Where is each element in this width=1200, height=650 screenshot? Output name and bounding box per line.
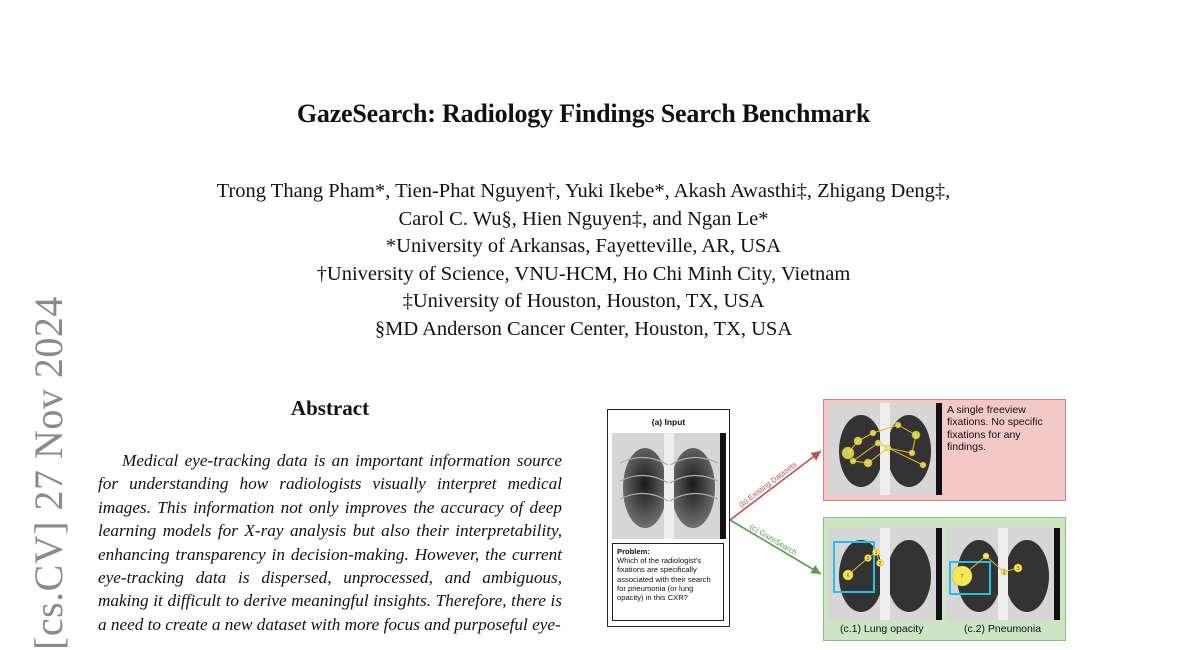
fixation-point [909,450,915,456]
author-block [0,178,1167,343]
caption-pneumonia: (c.2) Pneumonia [964,623,1042,635]
figure-overview [600,396,1080,648]
author-line-1: Trong Thang Pham*, Tien-Phat Nguyen†, Yuki Ikebe*, Akash Awasthi‡, Zhigang Deng‡, [216,180,951,202]
fixation-point [920,462,926,468]
fixation-point [885,445,891,451]
abstract-text: Medical eye-tracking data is an important information source for understanding how radiologists visually interpret medical images. This information not only improves the accuracy of deep learning models for X-ray analysis but also their interpretability, enhancing transparency in decision-making. However, the current eye-tracking data is dispersed, unprocessed, and ambiguous, making it difficult to derive meaningful insights. Therefore, there is a need to create a new dataset with more focus and purposeful eye- [98,451,562,634]
gazesearch-panel [823,517,1066,641]
arrow-label-gazesearch: (c) GazeSearch [748,522,799,558]
abstract-heading: Abstract [290,396,370,420]
xray-lung-opacity-image [828,528,942,620]
fixation-point [870,430,876,436]
fixation-point [864,459,872,467]
fixation-point [854,437,862,445]
fixation-point [842,447,854,459]
existing-datasets-note: A single freeview fixations. No specific fixations for any findings. [947,404,1043,453]
paper-title: GazeSearch: Radiology Findings Search Benchmark [296,99,871,128]
arrow-label-existing: (b) Existing Datasets [737,459,799,510]
fixation-label: 3 [1016,566,1020,572]
author-line-2: Carol C. Wu§, Hien Nguyen‡, and Ngan Le* [398,207,769,230]
fixation-label: 2 [878,561,882,567]
fixation-point [895,422,901,428]
caption-lung-opacity: (c.1) Lung opacity [840,623,924,635]
problem-text: Which of the radiologist's fixations are specifically associated with their search for pneumonia (or lung opacity) in this CXR? [617,556,711,603]
fixation-label: 6 [846,573,850,579]
affiliation-science: †University of Science, VNU-HCM, Ho Chi Minh City, Vietnam [316,262,851,285]
chest-xray-image [612,433,726,539]
arxiv-stamp: [cs.CV] 27 Nov 2024 [26,296,71,650]
input-label: (a) Input [651,417,686,427]
problem-box [612,543,724,621]
fixation-label: 1 [1002,570,1006,576]
xray-pneumonia-image [946,528,1060,620]
arrow-to-gazesearch [730,520,821,574]
arrow-to-existing [730,451,821,520]
fixation-label: 7 [960,574,964,580]
input-panel [607,409,730,627]
fixation-point [983,553,989,559]
problem-heading: Problem: [617,547,650,556]
fixation-label: 3 [866,556,870,562]
affiliation-mdanderson: §MD Anderson Cancer Center, Houston, TX, USA [374,317,793,340]
xray-freeview-image [828,403,942,495]
affiliation-houston: ‡University of Houston, Houston, TX, USA [402,290,765,312]
fixation-point [875,440,881,446]
existing-datasets-panel [823,399,1066,501]
affiliation-arkansas: *University of Arkansas, Fayetteville, AR, USA [385,235,782,257]
fixation-label: 1 [874,550,878,556]
fixation-point [912,431,920,439]
fixation-point [850,458,856,464]
